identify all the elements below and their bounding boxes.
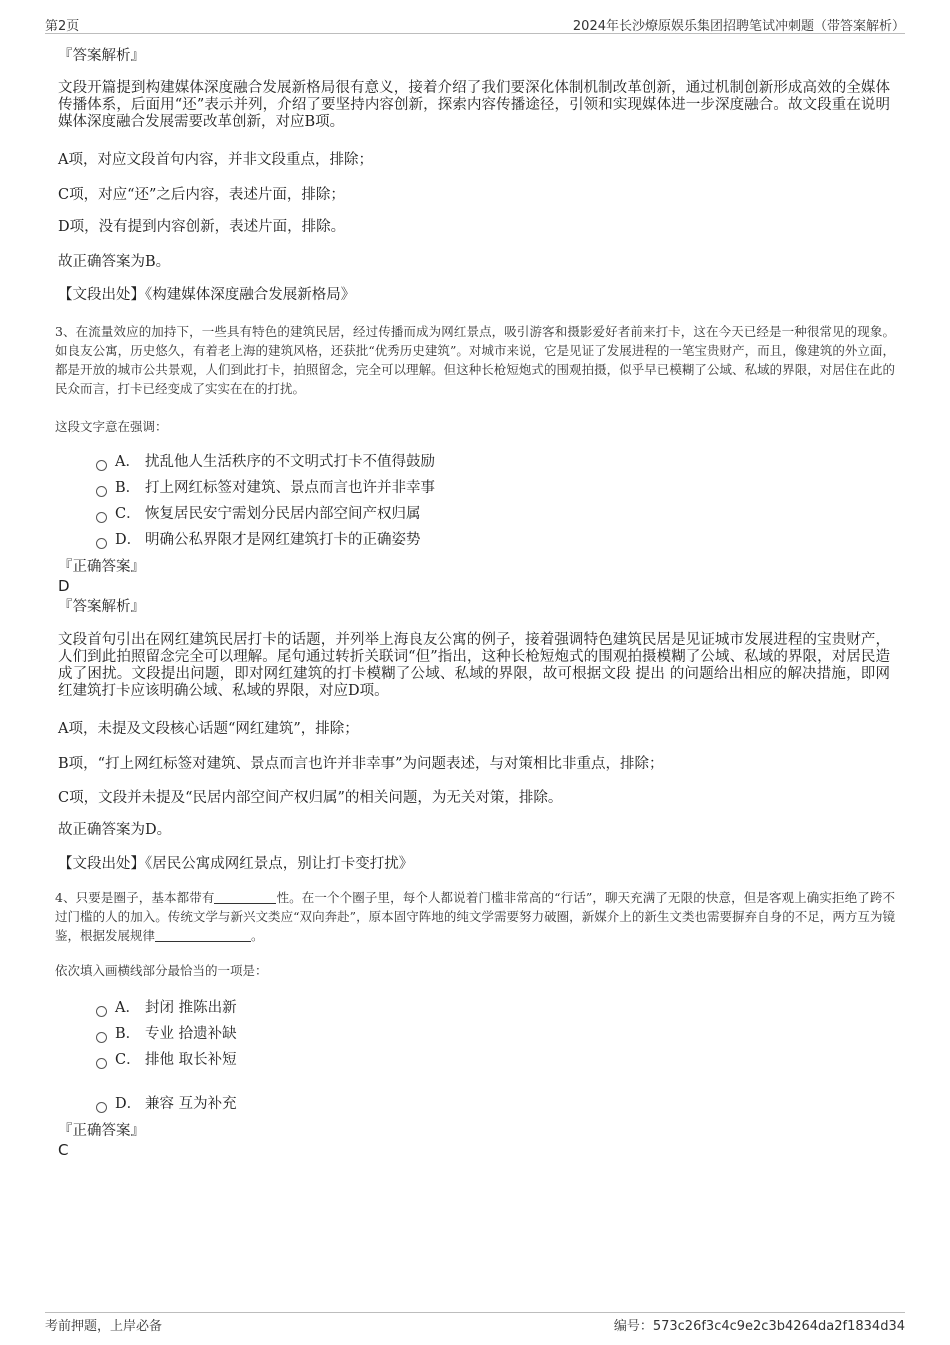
radio-icon[interactable] — [96, 1058, 107, 1069]
option-text: 打上网红标签对建筑、景点而言也许并非幸事 — [145, 480, 435, 496]
page-header — [45, 13, 905, 34]
option-letter: D． — [115, 532, 142, 548]
q3-analysis-line: B项，“打上网红标签对建筑、景点而言也许并非幸事”为问题表述，与对策相比非重点，排除； — [58, 756, 664, 772]
q4-answer-label: 『正确答案』 — [58, 1123, 145, 1139]
q3-analysis-line: A项，未提及文段核心话题“网红建筑”，排除； — [58, 721, 359, 737]
code-value: 573c26f3c4c9e2c3b4264da2f1834d34 — [652, 1319, 905, 1334]
radio-icon[interactable] — [96, 538, 107, 549]
option-text: 封闭 推陈出新 — [145, 1000, 237, 1016]
option-text: 专业 拾遗补缺 — [145, 1026, 237, 1042]
q4-answer: C — [58, 1141, 69, 1159]
radio-icon[interactable] — [96, 1006, 107, 1017]
q2-analysis-line: D项，没有提到内容创新，表述片面，排除。 — [58, 219, 346, 235]
q3-option-a[interactable] — [96, 453, 435, 471]
code-label: 编号： — [613, 1319, 653, 1334]
q4-passage-part: 。 — [251, 928, 264, 943]
q3-source: 【文段出处】《居民公寓成网红景点，别让打卡变打扰》 — [58, 856, 414, 872]
option-letter: A． — [115, 1000, 140, 1016]
radio-icon[interactable] — [96, 460, 107, 471]
q4-option-c[interactable] — [96, 1051, 237, 1069]
q2-analysis-line: A项，对应文段首句内容，并非文段重点，排除； — [58, 152, 373, 168]
option-letter: C． — [115, 1052, 141, 1068]
page-footer — [45, 1312, 905, 1333]
option-letter: B． — [115, 1026, 141, 1042]
q2-analysis-line: C项，对应“还”之后内容，表述片面，排除； — [58, 187, 345, 203]
q3-analysis-text: 文段首句引出在网红建筑民居打卡的话题，并列举上海良友公寓的例子，接着强调特色建筑民居是见证城市发展进程的宝贵财产，人们到此拍照留念完全可以理解。尾句通过转折关联词“但”指出，这种长枪短炮式的围观拍摄模糊了公域、私域的界限，对居民造成了困扰。文段提出问题，即对网红建筑的打卡模糊了公域、私域的界限，故可根据文段 提出 的问题给出相应的解决措施，即网红建筑打卡应该明确公域、私域的界限，对应D项。 — [58, 632, 890, 699]
footer-slogan: 考前押题，上岸必备 — [45, 1319, 163, 1334]
q4-passage-part: 4、只要是圈子，基本都带有 — [55, 890, 215, 905]
option-text: 扰乱他人生活秩序的不文明式打卡不值得鼓励 — [145, 454, 435, 470]
q3-option-c[interactable] — [96, 505, 421, 523]
q4-stem: 依次填入画横线部分最恰当的一项是： — [55, 963, 268, 978]
q3-option-d[interactable] — [96, 531, 421, 549]
q4-passage — [55, 888, 895, 945]
fill-blank-2 — [155, 929, 251, 942]
document-code — [614, 1315, 905, 1334]
document-title: 2024年长沙燎原娱乐集团招聘笔试冲刺题（带答案解析） — [572, 19, 905, 34]
q3-conclusion: 故正确答案为D。 — [58, 822, 172, 838]
option-letter: B． — [115, 480, 141, 496]
radio-icon[interactable] — [96, 1032, 107, 1043]
q2-source: 【文段出处】《构建媒体深度融合发展新格局》 — [58, 287, 356, 303]
radio-icon[interactable] — [96, 1102, 107, 1113]
q3-stem: 这段文字意在强调： — [55, 419, 168, 434]
q3-analysis-label: 『答案解析』 — [58, 599, 145, 615]
q3-passage: 3、在流量效应的加持下，一些具有特色的建筑民居，经过传播而成为网红景点，吸引游客和摄影爱好者前来打卡，这在今天已经是一种很常见的现象。如良友公寓，历史悠久，有着老上海的建筑风格，还获批“优秀历史建筑”。对城市来说，它是见证了发展进程的一笔宝贵财产，而且，像建筑的外立面，都是开放的城市公共景观，人们到此打卡，拍照留念，完全可以理解。但这种长枪短炮式的围观拍摄，似乎早已模糊了公域、私域的界限，对居住在此的民众而言，打卡已经变成了实实在在的打扰。 — [55, 324, 895, 396]
q4-option-d[interactable] — [96, 1095, 237, 1113]
q3-answer-label: 『正确答案』 — [58, 559, 145, 575]
q2-analysis-text: 文段开篇提到构建媒体深度融合发展新格局很有意义，接着介绍了我们要深化体制机制改革创新，通过机制创新形成高效的全媒体传播体系，后面用“还”表示并列，介绍了要坚持内容创新，探索内容传播途径，引领和实现媒体进一步深度融合。故文段重在说明媒体深度融合发展需要改革创新，对应B项。 — [58, 80, 890, 130]
q3-answer: D — [58, 577, 70, 595]
radio-icon[interactable] — [96, 486, 107, 497]
option-text: 兼容 互为补充 — [145, 1096, 237, 1112]
q2-conclusion: 故正确答案为B。 — [58, 254, 171, 270]
option-letter: A． — [115, 454, 140, 470]
option-text: 恢复居民安宁需划分民居内部空间产权归属 — [145, 506, 421, 522]
q3-analysis-line: C项，文段并未提及“民居内部空间产权归属”的相关问题，为无关对策，排除。 — [58, 790, 563, 806]
q4-option-b[interactable] — [96, 1025, 237, 1043]
page-number: 第2页 — [45, 19, 80, 34]
radio-icon[interactable] — [96, 512, 107, 523]
option-text: 明确公私界限才是网红建筑打卡的正确姿势 — [145, 532, 421, 548]
fill-blank-1 — [214, 891, 276, 904]
option-letter: D． — [115, 1096, 142, 1112]
q3-option-b[interactable] — [96, 479, 435, 497]
option-text: 排他 取长补短 — [145, 1052, 237, 1068]
q4-passage-part: 性。在一个个圈子里，每个人都说着门槛非常高的“行话”，聊天充满了无限的快意，但是客观上确实拒绝了跨不过门槛的人的加入。传统文学与新兴文类应“双向奔赴”，原本固守阵地的纯文学需要努力破圈，新媒介上的新生文类也需要摒弃自身的不足，两方互为镜鉴，根据发展规律 — [55, 890, 895, 943]
q2-analysis-label: 『答案解析』 — [58, 48, 145, 64]
option-letter: C． — [115, 506, 141, 522]
q4-option-a[interactable] — [96, 999, 237, 1017]
